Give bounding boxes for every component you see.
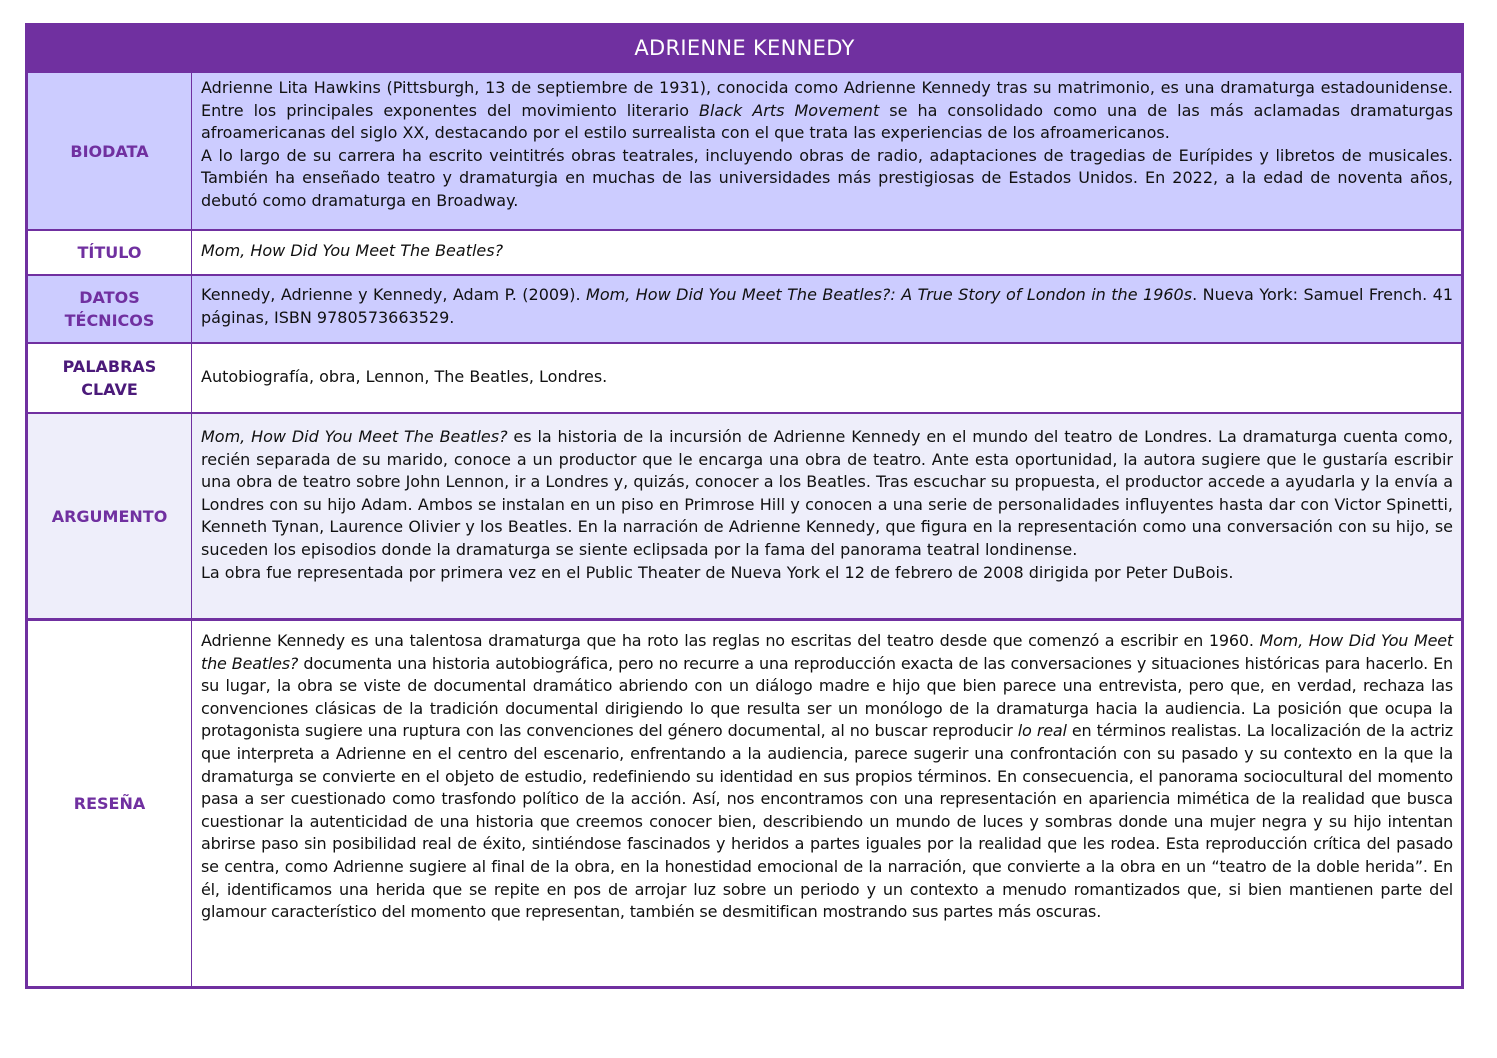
row-argumento: [28, 412, 1461, 618]
palabras-value: Autobiografía, obra, Lennon, The Beatles, Londres.: [201, 366, 608, 386]
argumento-title: Mom, How Did You Meet The Beatles?: [201, 427, 508, 446]
label-argumento: ARGUMENTO: [28, 414, 192, 618]
resena-text-c: en términos realistas. La localización de la actriz que interpreta a Adrienne en el centro del escenario, enfrentando a la audiencia, parece sugerir una confrontación con su pasado y su contexto en la que la dramaturga se convierte en el objeto de estudio, redefiniendo su identidad en sus propios términos. En consecuencia, el panorama sociocultural del momento pasa a ser cuestionado como trasfondo político de la acción. Así, nos encontramos con una representación en apariencia mimética de la realidad que busca cuestionar la autenticidad de una historia que creemos conocer bien, describiendo un mundo de luces y sombras donde una mujer negra y su hijo intentan abrirse paso sin posibilidad real de éxito, sintiéndose fascinados y heridos a partes iguales por la realidad que les rodea. Esta reproducción crítica del pasado se centra, como Adrienne sugiere al final de la obra, en la honestidad emocional de la narración, que convierte a la obra en un “teatro de la doble herida”. En él, identificamos una herida que se repite en pos de arrojar luz sobre un periodo y un contexto a menudo romantizados que, si bien mantienen parte del glamour característico del momento que representan, también se desmitifican mostrando sus partes más oscuras.: [201, 721, 1454, 922]
row-resena: [28, 618, 1461, 986]
label-titulo: TÍTULO: [28, 231, 192, 274]
resena-text-b: documenta una historia autobiográfica, pero no recurre a una reproducción exacta de las conversaciones y situaciones históricas para hacerlo. En su lugar, la obra se viste de documental dramático abriendo con un diálogo madre e hijo que bien parece una entrevista, pero que, en verdad, rechaza las convenciones clásicas de la tradición documental dirigiendo lo que resulta ser un monólogo de la dramaturga hacia la audiencia. La posición que ocupa la protagonista sugiere una ruptura con las convenciones del género documental, al no buscar reproducir: [201, 653, 1453, 741]
argumento-text: es la historia de la incursión de Adrienne Kennedy en el mundo del teatro de Londres. La dramaturga cuenta como, recién separada de su marido, conoce a un productor que le encarga una obra de teatro. Ante esta oportunidad, la autora sugiere que le gustaría escribir una obra de teatro sobre John Lennon, ir a Londres y, quizás, conocer a los Beatles. Tras escuchar su propuesta, el productor accede a ayudarla y la envía a Londres con su hijo Adam. Ambos se instalan en un piso en Primrose Hill y conocen a una serie de personalidades influyentes hasta dar con Victor Spinetti, Kenneth Tynan, Laurence Olivier y los Beatles. En la narración de Adrienne Kennedy, que figura en la representación como una conversación con su hijo, se suceden los episodios donde la dramaturga se siente eclipsada por la fama del panorama teatral londinense.: [201, 427, 1454, 559]
record-card: [25, 23, 1464, 989]
resena-text-a: Adrienne Kennedy es una talentosa dramaturga que ha roto las reglas no escritas del teatro desde que comenzó a escribir en 1960.: [201, 631, 1260, 650]
resena-title: Mom, How Did You Meet the Beatles?: [201, 631, 1453, 673]
content-argumento: [192, 414, 1461, 618]
biodata-movement: Black Arts Movement: [699, 100, 880, 120]
biodata-text-b: se ha consolidado como una de las más aclamadas dramaturgas afroamericanas del siglo XX, destacando por el estilo surrealista con el que trata las experiencias de los afroamericanos.: [201, 100, 1454, 143]
label-datos: DATOS TÉCNICOS: [28, 276, 192, 342]
titulo-value: Mom, How Did You Meet The Beatles?: [201, 241, 504, 261]
content-biodata: [192, 73, 1461, 229]
resena-lo-real: lo real: [1017, 721, 1067, 741]
argumento-paragraph-2: La obra fue representada por primera vez en el Public Theater de Nueva York el 12 de febrero de 2008 dirigida por Peter DuBois.: [201, 562, 1234, 582]
row-palabras: [28, 342, 1461, 412]
datos-text-b: . Nueva York: Samuel French. 41 páginas, ISBN 9780573663529.: [201, 285, 1453, 327]
biodata-paragraph-2: A lo largo de su carrera ha escrito veintitrés obras teatrales, incluyendo obras de radio, adaptaciones de tragedias de Eurípides y libretos de musicales. También ha enseñado teatro y dramaturgia en muchas de las universidades más prestigiosas de Estados Unidos. En 2022, a la edad de noventa años, debutó como dramaturga en Broadway.: [201, 145, 1453, 210]
biodata-text-a: Adrienne Lita Hawkins (Pittsburgh, 13 de septiembre de 1931), conocida como Adrienne Kennedy tras su matrimonio, es una dramaturga estadounidense. Entre los principales exponentes del movimiento literario: [201, 78, 1453, 120]
row-titulo: [28, 229, 1461, 274]
label-palabras: PALABRAS CLAVE: [28, 344, 192, 412]
row-datos: [28, 274, 1461, 342]
content-datos: [192, 276, 1461, 342]
label-biodata: BIODATA: [28, 73, 192, 229]
row-biodata: [28, 71, 1461, 229]
datos-book-title: Mom, How Did You Meet The Beatles?: A True Story of London in the 1960s: [586, 285, 1193, 304]
label-resena: RESEÑA: [28, 621, 192, 986]
record-title: ADRIENNE KENNEDY: [28, 26, 1461, 71]
content-palabras: [192, 344, 1461, 412]
datos-text-a: Kennedy, Adrienne y Kennedy, Adam P. (2009).: [201, 285, 587, 304]
content-resena: [192, 621, 1461, 986]
content-titulo: [192, 231, 1461, 274]
